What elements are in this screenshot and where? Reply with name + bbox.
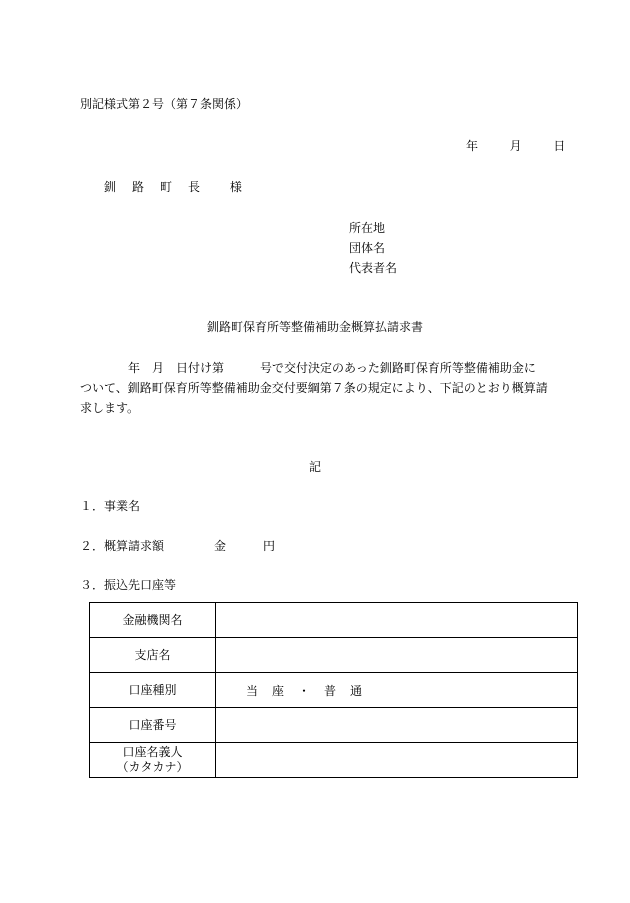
account-type-field[interactable]: 当 座 ・ 普 通 [216,673,578,708]
addressee [104,179,244,195]
amount-yen-label: 円 [263,539,276,553]
document-title: 釧路町保育所等整備補助金概算払請求書 [206,320,423,334]
branch-name-field[interactable] [216,638,578,673]
ki-heading: 記 [308,460,321,474]
table-row [90,603,578,638]
form-number: 別記様式第２号（第７条関係） [80,97,249,111]
body-text [80,358,552,418]
account-number-field[interactable] [216,708,578,743]
item-request-amount [80,538,276,554]
addressee-name: 釧 路 町 長 [104,180,203,194]
addressee-honorific: 様 [229,180,244,194]
applicant-block [349,218,397,278]
account-holder-label-line2: （カタカナ） [116,760,189,774]
table-row [90,638,578,673]
date-year: 年 [466,139,479,153]
bank-name-field[interactable] [216,603,578,638]
bank-account-table [89,602,578,778]
account-type-label: 口座種別 [90,673,216,708]
date-day: 日 [553,139,566,153]
address-label: 所在地 [349,221,386,235]
account-holder-field[interactable] [216,743,578,778]
date-month: 月 [509,139,522,153]
rep-label: 代表者名 [349,261,398,275]
account-holder-label [90,743,216,778]
item-transfer-account: ３．振込先口座等 [80,578,177,592]
table-row [90,743,578,778]
item-request-amount-label: ２．概算請求額 [80,539,165,553]
body-line-3: 求します。 [80,401,140,415]
table-row [90,673,578,708]
item-project-name: １．事業名 [80,499,141,513]
account-number-label: 口座番号 [90,708,216,743]
date-line [466,138,565,154]
amount-gold-label: 金 [214,539,227,553]
account-holder-label-line1: 口座名義人 [122,745,183,759]
body-line-1: 年 月 日付け第 号で交付決定のあった釧路町保育所等整備補助金に [80,361,536,375]
org-label: 団体名 [349,241,386,255]
bank-name-label: 金融機関名 [90,603,216,638]
body-line-2: ついて、釧路町保育所等整備補助金交付要綱第７条の規定により、下記のとおり概算請 [80,381,548,395]
table-row [90,708,578,743]
branch-name-label: 支店名 [90,638,216,673]
